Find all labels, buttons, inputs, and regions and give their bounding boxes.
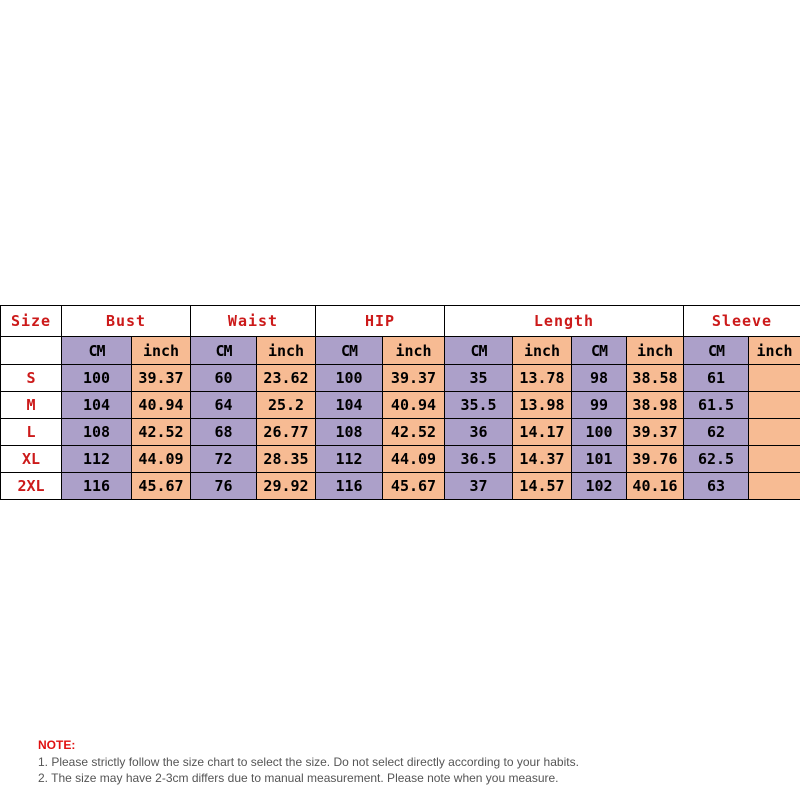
- inch-value-cell: 14.37: [513, 446, 572, 473]
- cm-value-cell: 63: [684, 473, 749, 500]
- cm-value-cell: 68: [191, 419, 257, 446]
- cm-value-cell: 62.5: [684, 446, 749, 473]
- size-row: [1, 365, 800, 392]
- inch-value-cell: 39.76: [627, 446, 684, 473]
- size-row: [1, 419, 800, 446]
- size-row: [1, 392, 800, 419]
- cm-value-cell: 36: [445, 419, 513, 446]
- size-label: L: [1, 419, 62, 446]
- size-row: [1, 446, 800, 473]
- inch-value-cell: 28.35: [257, 446, 316, 473]
- inch-value-cell: 42.52: [132, 419, 191, 446]
- unit-cm: CM: [316, 337, 383, 365]
- unit-inch: inch: [627, 337, 684, 365]
- size-label: S: [1, 365, 62, 392]
- cm-value-cell: 61.5: [684, 392, 749, 419]
- note-title: NOTE:: [38, 738, 76, 752]
- cm-value-cell: 61: [684, 365, 749, 392]
- group-header-bust: Bust: [62, 306, 191, 337]
- unit-inch: inch: [383, 337, 445, 365]
- cm-value-cell: 98: [572, 365, 627, 392]
- inch-value-cell: 40.94: [132, 392, 191, 419]
- group-header-hip: HIP: [316, 306, 445, 337]
- inch-value-cell: 13.98: [513, 392, 572, 419]
- unit-inch: inch: [749, 337, 800, 365]
- unit-cm: CM: [445, 337, 513, 365]
- cm-value-cell: 102: [572, 473, 627, 500]
- inch-value-cell: 39.37: [132, 365, 191, 392]
- size-row: [1, 473, 800, 500]
- inch-value-cell: 26.77: [257, 419, 316, 446]
- inch-value-cell: 40.16: [627, 473, 684, 500]
- cm-value-cell: 37: [445, 473, 513, 500]
- cm-value-cell: 116: [316, 473, 383, 500]
- cm-value-cell: 76: [191, 473, 257, 500]
- unit-inch: inch: [257, 337, 316, 365]
- unit-cm: CM: [62, 337, 132, 365]
- group-header-row: [1, 306, 800, 337]
- size-chart-table: [0, 305, 800, 500]
- cm-value-cell: 62: [684, 419, 749, 446]
- group-header-sleeve: Sleeve: [684, 306, 800, 337]
- cm-value-cell: 35: [445, 365, 513, 392]
- unit-header-row: [1, 337, 800, 365]
- blank-corner-cell: [1, 337, 62, 365]
- cm-value-cell: 100: [62, 365, 132, 392]
- group-header-length: Length: [445, 306, 684, 337]
- inch-value-cell: 45.67: [383, 473, 445, 500]
- inch-value-cell: 44.09: [132, 446, 191, 473]
- cm-value-cell: 112: [62, 446, 132, 473]
- inch-value-cell: 29.92: [257, 473, 316, 500]
- unit-cm: CM: [572, 337, 627, 365]
- inch-value-cell: 14.57: [513, 473, 572, 500]
- inch-value-cell: 23.62: [257, 365, 316, 392]
- inch-value-cell: 38.58: [627, 365, 684, 392]
- cm-value-cell: 108: [62, 419, 132, 446]
- inch-value-cell: 45.67: [132, 473, 191, 500]
- inch-value-cell: 38.98: [627, 392, 684, 419]
- cm-value-cell: 108: [316, 419, 383, 446]
- unit-cm: CM: [684, 337, 749, 365]
- inch-value-cell: 40.94: [383, 392, 445, 419]
- size-header: Size: [1, 306, 62, 337]
- inch-value-cell: [749, 446, 800, 473]
- note-line-1: 1. Please strictly follow the size chart to select the size. Do not select directly according to your habits.: [38, 754, 579, 769]
- group-header-waist: Waist: [191, 306, 316, 337]
- inch-value-cell: [749, 365, 800, 392]
- inch-value-cell: 13.78: [513, 365, 572, 392]
- cm-value-cell: 100: [316, 365, 383, 392]
- inch-value-cell: 39.37: [627, 419, 684, 446]
- notes-section: [38, 737, 579, 787]
- cm-value-cell: 104: [316, 392, 383, 419]
- unit-inch: inch: [513, 337, 572, 365]
- inch-value-cell: [749, 473, 800, 500]
- cm-value-cell: 116: [62, 473, 132, 500]
- size-label: XL: [1, 446, 62, 473]
- cm-value-cell: 100: [572, 419, 627, 446]
- inch-value-cell: [749, 392, 800, 419]
- note-line-2: 2. The size may have 2-3cm differs due to manual measurement. Please note when you measure.: [38, 771, 559, 785]
- unit-inch: inch: [132, 337, 191, 365]
- cm-value-cell: 99: [572, 392, 627, 419]
- cm-value-cell: 35.5: [445, 392, 513, 419]
- size-label: 2XL: [1, 473, 62, 500]
- cm-value-cell: 60: [191, 365, 257, 392]
- inch-value-cell: 42.52: [383, 419, 445, 446]
- inch-value-cell: 14.17: [513, 419, 572, 446]
- cm-value-cell: 112: [316, 446, 383, 473]
- inch-value-cell: 25.2: [257, 392, 316, 419]
- cm-value-cell: 36.5: [445, 446, 513, 473]
- cm-value-cell: 64: [191, 392, 257, 419]
- unit-cm: CM: [191, 337, 257, 365]
- cm-value-cell: 72: [191, 446, 257, 473]
- inch-value-cell: [749, 419, 800, 446]
- inch-value-cell: 39.37: [383, 365, 445, 392]
- cm-value-cell: 101: [572, 446, 627, 473]
- inch-value-cell: 44.09: [383, 446, 445, 473]
- cm-value-cell: 104: [62, 392, 132, 419]
- size-label: M: [1, 392, 62, 419]
